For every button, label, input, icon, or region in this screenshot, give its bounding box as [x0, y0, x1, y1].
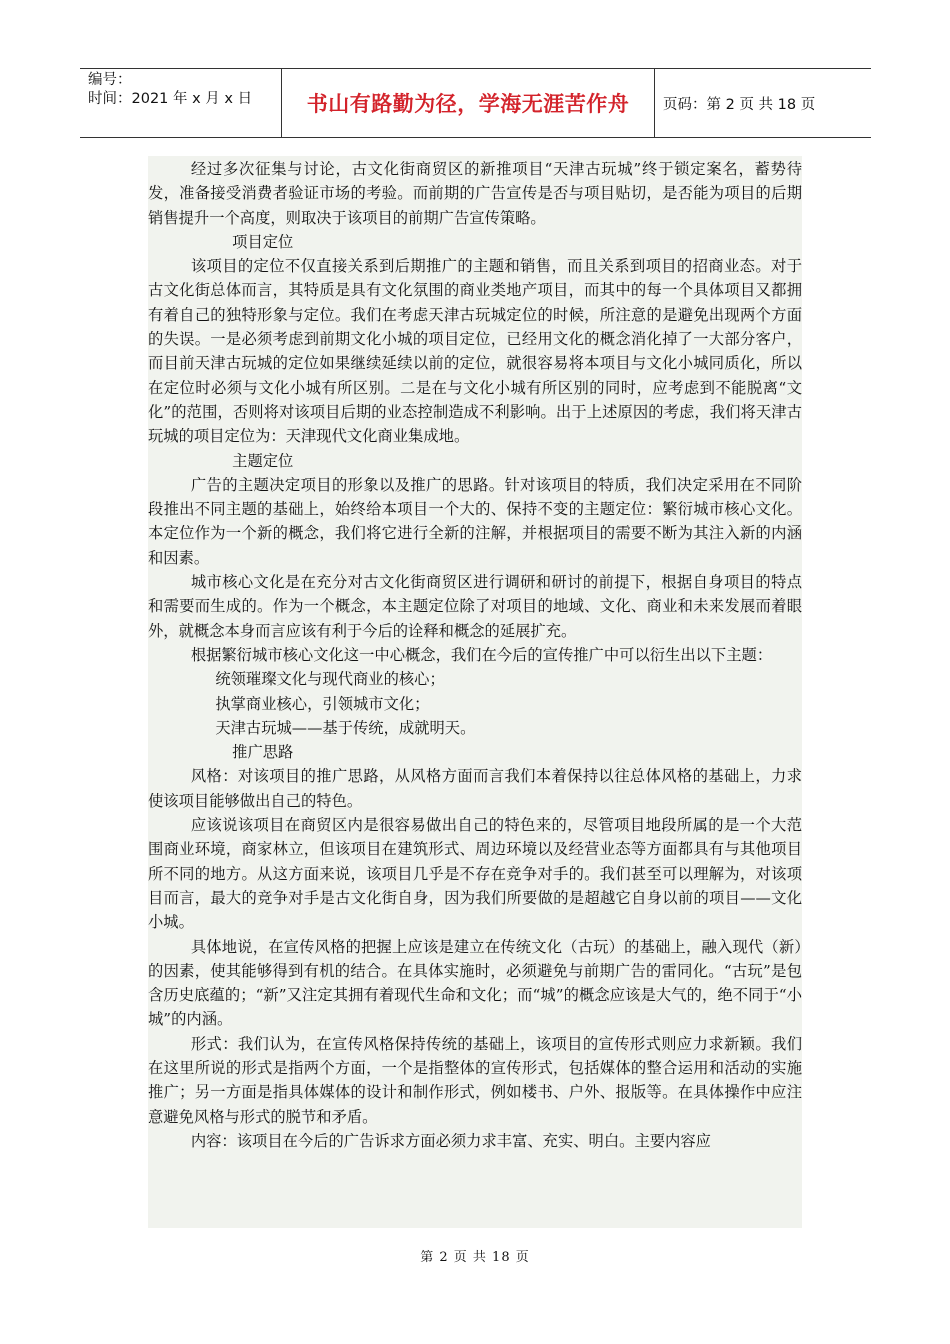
paragraph-style-detail: 具体地说，在宣传风格的把握上应该是建立在传统文化（古玩）的基础上，融入现代（新）的因素，使其能够得到有机的结合。在具体实施时，必须避免与前期广告的雷同化。“古玩”是包含历史底蕴的；“新”又注定其拥有着现代生命和文化；而“城”的概念应该是大气的，绝不同于“小城”的内涵。 [148, 937, 802, 1029]
paragraph-style: 风格：对该项目的推广思路，从风格方面而言我们本着保持以往总体风格的基础上，力求使该项目能够做出自己的特色。 [148, 767, 802, 810]
document-body [148, 156, 802, 1228]
document-time-label: 时间：2021 年 x 月 x 日 [88, 91, 253, 107]
paragraph-competition: 应该说该项目在商贸区内是很容易做出自己的特色来的，尽管项目地段所属的是一个大范围商业环境，商家林立，但该项目在建筑形式、周边环境以及经营业态等方面都具有与其他项目所不同的地方。从这方面来说，该项目几乎是不存在竞争对手的。我们甚至可以理解为，对该项目而言，最大的竞争对手是古文化街自身，因为我们所要做的是超越它自身以前的项目——文化小城。 [148, 816, 802, 932]
paragraph-form: 形式：我们认为，在宣传风格保持传统的基础上，该项目的宣传形式则应力求新颖。我们在这里所说的形式是指两个方面，一个是指整体的宣传形式，包括媒体的整合运用和活动的实施推广；另一方面是指具体媒体的设计和制作形式，例如楼书、户外、报版等。在具体操作中应注意避免风格与形式的脱节和矛盾。 [148, 1034, 802, 1126]
paragraph-intro: 经过多次征集与讨论，古文化街商贸区的新推项目“天津古玩城”终于锁定案名，蓄势待发，准备接受消费者验证市场的考验。而前期的广告宣传是否与项目贴切，是否能为项目的后期销售提升一个高度，则取决于该项目的前期广告宣传策略。 [148, 160, 802, 227]
header-info-cell [80, 69, 280, 137]
document-number-label: 编号： [88, 72, 132, 88]
header-motto: 书山有路勤为径，学海无涯苦作舟 [281, 69, 655, 137]
paragraph-theme: 广告的主题决定项目的形象以及推广的思路。针对该项目的特质，我们决定采用在不同阶段推出不同主题的基础上，始终给本项目一个大的、保持不变的主题定位：繁衍城市核心文化。本定位作为一个新的概念，我们将它进行全新的注解，并根据项目的需要不断为其注入新的内涵和因素。 [148, 475, 802, 567]
section-heading-promotion: 推广思路 [232, 743, 294, 762]
paragraph-core-culture: 城市核心文化是在充分对古文化街商贸区进行调研和研讨的前提下，根据自身项目的特点和需要而生成的。作为一个概念，本主题定位除了对项目的地域、文化、商业和未来发展而着眼外，就概念本身而言应该有利于今后的诠释和概念的延展扩充。 [148, 573, 802, 640]
list-item: 统领璀璨文化与现代商业的核心； [215, 670, 445, 689]
paragraph-positioning: 该项目的定位不仅直接关系到后期推广的主题和销售，而且关系到项目的招商业态。对于古文化街总体而言，其特质是具有文化氛围的商业类地产项目，而其中的每一个具体项目又都拥有着自己的独特形象与定位。我们在考虑天津古玩城定位的时候，所注意的是避免出现两个方面的失误。一是必须考虑到前期文化小城的项目定位，已经用文化的概念消化掉了一大部分客户，而目前天津古玩城的定位如果继续延续以前的定位，就很容易将本项目与文化小城同质化，所以在定位时必须与文化小城有所区别。二是在与文化小城有所区别的同时，应考虑到不能脱离“文化”的范围，否则将对该项目后期的业态控制造成不利影响。出于上述原因的考虑，我们将天津古玩城的项目定位为：天津现代文化商业集成地。 [148, 257, 802, 446]
list-item: 执掌商业核心，引领城市文化； [215, 694, 430, 713]
header-page-label: 页码：第 2 页 共 18 页 [663, 96, 816, 113]
paragraph-content: 内容：该项目在今后的广告诉求方面必须力求丰富、充实、明白。主要内容应 [190, 1131, 711, 1150]
page-footer: 第 2 页 共 18 页 [420, 1250, 530, 1265]
section-heading-positioning: 项目定位 [232, 232, 294, 251]
paragraph-derived-themes: 根据繁衍城市核心文化这一中心概念，我们在今后的宣传推广中可以衍生出以下主题： [190, 645, 773, 664]
list-item: 天津古玩城——基于传统，成就明天。 [215, 718, 476, 737]
section-heading-theme: 主题定位 [232, 451, 294, 470]
header-table [80, 68, 871, 138]
